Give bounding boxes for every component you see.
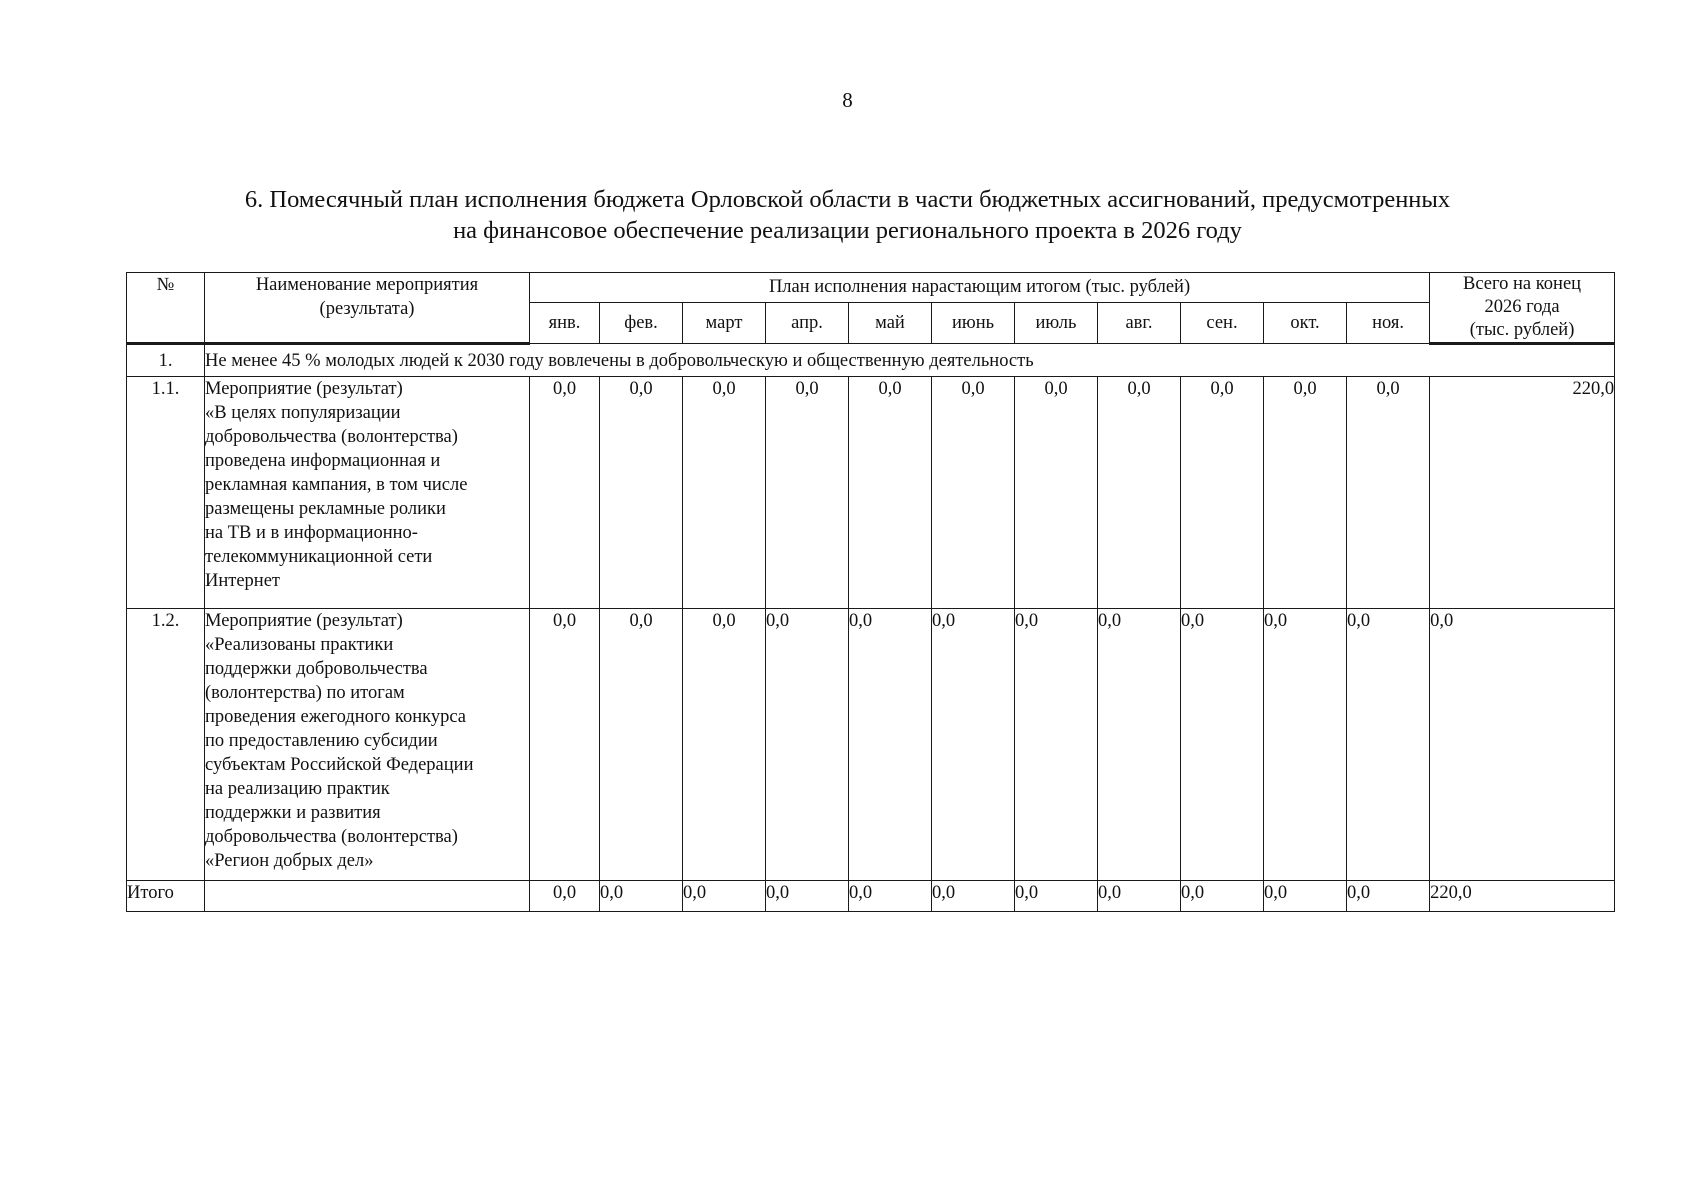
table-row [127, 609, 1615, 881]
totals-label: Итого [127, 881, 205, 912]
totals-value: 0,0 [1015, 881, 1098, 912]
month-value: 0,0 [530, 609, 600, 881]
month-header: март [683, 302, 766, 343]
month-value: 0,0 [1264, 609, 1347, 881]
header-name [205, 273, 530, 344]
month-value: 0,0 [1181, 609, 1264, 881]
row-name-line: (волонтерства) по итогам [205, 683, 405, 703]
header-name-line-1: Наименование мероприятия [255, 275, 479, 295]
row-name-line: рекламная кампания, в том числе [205, 475, 468, 495]
totals-value: 0,0 [530, 881, 600, 912]
month-value: 0,0 [1098, 377, 1181, 609]
month-value: 0,0 [683, 609, 766, 881]
month-value: 0,0 [1015, 609, 1098, 881]
month-header: сен. [1181, 302, 1264, 343]
totals-grand-total: 220,0 [1430, 881, 1615, 912]
row-name-line: по предоставлению субсидии [205, 731, 438, 751]
row-name-line: проведена информационная и [205, 451, 441, 471]
row-number: 1.1. [127, 377, 205, 609]
row-name [205, 377, 530, 609]
title-line-2: на финансовое обеспечение реализации регионального проекта в 2026 году [453, 217, 1242, 244]
month-header: апр. [766, 302, 849, 343]
row-name-line: «Реализованы практики [205, 635, 394, 655]
totals-row [127, 881, 1615, 912]
month-value: 0,0 [1264, 377, 1347, 609]
table-row [127, 377, 1615, 609]
row-name-line: размещены рекламные ролики [205, 499, 446, 519]
row-name-line: Мероприятие (результат) [205, 379, 403, 399]
totals-value: 0,0 [1098, 881, 1181, 912]
month-header: июль [1015, 302, 1098, 343]
month-value: 0,0 [766, 609, 849, 881]
row-name-line: телекоммуникационной сети [205, 547, 433, 567]
section-row [127, 344, 1615, 377]
month-header: ноя. [1347, 302, 1430, 343]
header-total [1430, 273, 1615, 344]
totals-value: 0,0 [1264, 881, 1347, 912]
row-name-line: на ТВ и в информационно- [205, 523, 418, 543]
month-value: 0,0 [600, 377, 683, 609]
totals-value: 0,0 [683, 881, 766, 912]
month-value: 0,0 [683, 377, 766, 609]
totals-value: 0,0 [766, 881, 849, 912]
month-value: 0,0 [1347, 609, 1430, 881]
section-number: 1. [127, 344, 205, 377]
document-title [120, 184, 1575, 246]
header-total-line-3: (тыс. рублей) [1469, 320, 1575, 340]
title-line-1: 6. Помесячный план исполнения бюджета Орловской области в части бюджетных ассигнований, предусмотренных [244, 186, 1451, 213]
header-plan: План исполнения нарастающим итогом (тыс. рублей) [530, 273, 1430, 303]
month-value: 0,0 [600, 609, 683, 881]
header-total-line-2: 2026 года [1484, 297, 1560, 317]
row-name-line: «В целях популяризации [205, 403, 401, 423]
month-header: фев. [600, 302, 683, 343]
totals-value: 0,0 [1347, 881, 1430, 912]
month-value: 0,0 [849, 377, 932, 609]
section-text: Не менее 45 % молодых людей к 2030 году вовлечены в добровольческую и общественную деятельность [205, 344, 1615, 377]
row-name-line: проведения ежегодного конкурса [205, 707, 466, 727]
month-value: 0,0 [1098, 609, 1181, 881]
month-value: 0,0 [932, 377, 1015, 609]
month-value: 0,0 [1015, 377, 1098, 609]
month-value: 0,0 [1347, 377, 1430, 609]
row-name [205, 609, 530, 881]
row-name-line: Мероприятие (результат) [205, 611, 403, 631]
month-header: май [849, 302, 932, 343]
header-name-line-2: (результата) [319, 299, 415, 319]
month-header: июнь [932, 302, 1015, 343]
totals-value: 0,0 [1181, 881, 1264, 912]
row-name-line: на реализацию практик [205, 779, 390, 799]
month-value: 0,0 [766, 377, 849, 609]
page-number: 8 [842, 88, 853, 112]
row-name-line: поддержки и развития [205, 803, 381, 823]
month-value: 0,0 [1181, 377, 1264, 609]
row-name-line: Интернет [205, 571, 281, 591]
budget-plan-table [126, 272, 1615, 912]
month-header: авг. [1098, 302, 1181, 343]
row-name-line: добровольчества (волонтерства) [205, 427, 458, 447]
month-header: окт. [1264, 302, 1347, 343]
month-header: янв. [530, 302, 600, 343]
header-total-line-1: Всего на конец [1463, 274, 1582, 294]
row-name-line: «Регион добрых дел» [205, 851, 374, 871]
totals-name-empty [205, 881, 530, 912]
header-number: № [127, 273, 205, 344]
totals-value: 0,0 [849, 881, 932, 912]
row-name-line: добровольчества (волонтерства) [205, 827, 458, 847]
month-value: 0,0 [530, 377, 600, 609]
row-number: 1.2. [127, 609, 205, 881]
row-name-line: поддержки добровольчества [205, 659, 428, 679]
row-name-line: субъектам Российской Федерации [205, 755, 474, 775]
row-total: 0,0 [1430, 609, 1615, 881]
month-value: 0,0 [932, 609, 1015, 881]
header-row [127, 273, 1615, 303]
row-total: 220,0 [1430, 377, 1615, 609]
totals-value: 0,0 [600, 881, 683, 912]
totals-value: 0,0 [932, 881, 1015, 912]
month-value: 0,0 [849, 609, 932, 881]
